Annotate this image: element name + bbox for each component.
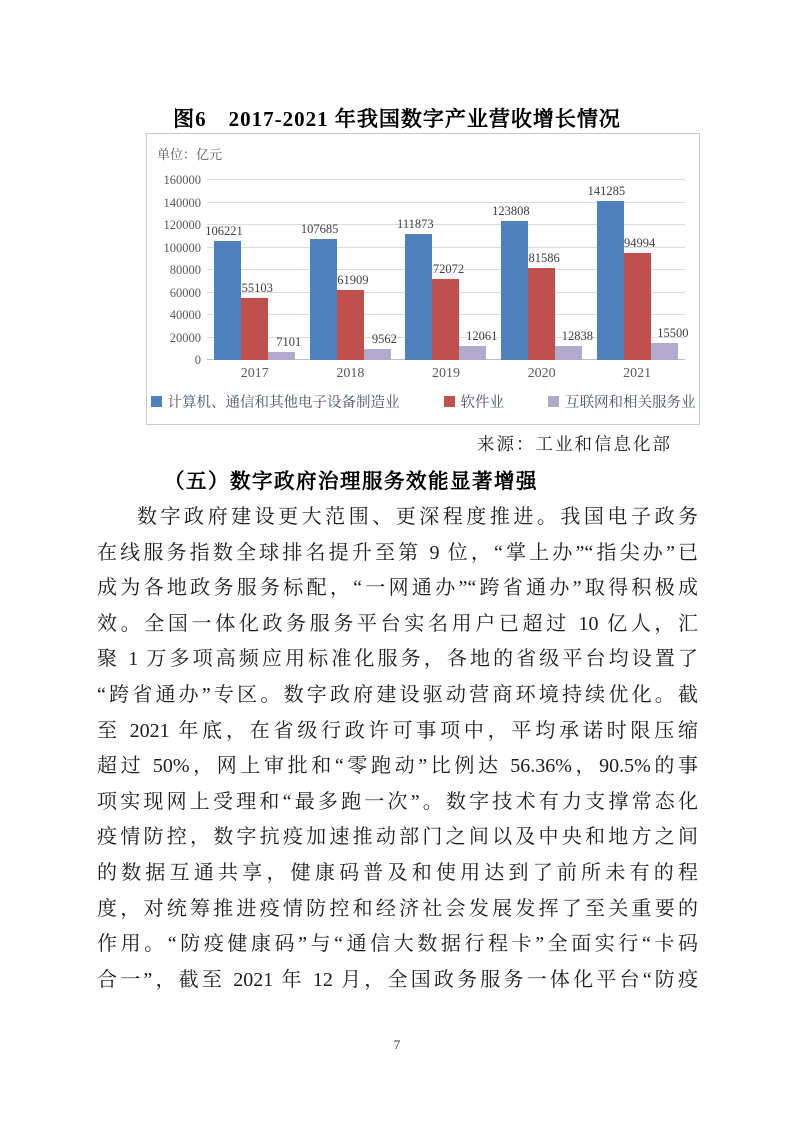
x-tick-label: 2019 (431, 366, 460, 381)
paragraph-line: 作用。“防疫健康码”与“通信大数据行程卡”全面实行“卡码 (97, 933, 698, 956)
bar (459, 329, 498, 360)
bar-value-label: 111873 (397, 217, 434, 231)
bar-value-label: 123808 (492, 204, 530, 218)
bar-value-label: 107685 (300, 222, 339, 236)
bar-value-label: 55103 (241, 281, 273, 295)
bar (492, 204, 530, 360)
paragraph-line: 的数据互通共享，健康码普及和使用达到了前所未有的程 (97, 861, 698, 884)
y-tick-label: 40000 (169, 308, 201, 322)
bar (337, 273, 369, 360)
bar-value-label: 141285 (587, 184, 626, 198)
y-tick-label: 160000 (163, 173, 201, 187)
bar-value-label: 106221 (205, 224, 243, 238)
legend-item (548, 391, 696, 412)
bar (528, 251, 560, 360)
y-tick-label: 20000 (169, 330, 201, 345)
legend-swatch (548, 396, 559, 407)
bar-value-label: 61909 (337, 273, 369, 287)
x-tick-label: 2017 (240, 366, 269, 381)
bar-value-label: 94994 (624, 236, 656, 250)
bar-value-label: 12838 (561, 329, 593, 343)
bar-group (492, 180, 593, 360)
bar (268, 335, 302, 360)
paragraph-line: 超过 50%，网上审批和“零跑动”比例达 56.36%，90.5%的事 (97, 755, 698, 778)
bar (624, 236, 656, 360)
bars-row (205, 180, 689, 360)
bar-group (397, 180, 498, 360)
figure-title: 图6 2017-2021 年我国数字产业营收增长情况 (173, 107, 621, 131)
y-tick-label: 80000 (169, 263, 201, 277)
y-tick-label: 100000 (163, 240, 201, 255)
page-number: 7 (393, 1037, 401, 1052)
legend-swatch (151, 396, 162, 407)
bar-value-label: 81586 (528, 251, 560, 265)
legend-label: 计算机、通信和其他电子设备制造业 (167, 395, 400, 411)
legend-item (444, 391, 505, 412)
legend-label: 软件业 (460, 395, 504, 411)
bar-value-label: 7101 (276, 335, 302, 349)
bar-value-label: 9562 (371, 332, 397, 346)
x-axis-labels (207, 366, 685, 382)
chart-unit-label: 单位：亿元 (157, 147, 223, 162)
x-tick-label: 2018 (336, 366, 365, 381)
legend-swatch (444, 396, 455, 407)
bar (364, 332, 397, 360)
bar-group (587, 180, 689, 360)
y-tick-label: 120000 (163, 218, 201, 232)
paragraph-line: 度，对统筹推进疫情防控和经济社会发展发挥了至关重要的 (97, 897, 698, 920)
bar (651, 326, 689, 360)
figure-source: 来源：工业和信息化部 (477, 434, 672, 454)
paragraph-line: 聚 1 万多项高频应用标准化服务，各地的省级平台均设置了 (97, 648, 698, 671)
paragraph-line: 合一”，截至 2021 年 12 月，全国政务服务一体化平台“防疫 (97, 968, 698, 991)
paragraph-line: 在线服务指数全球排名提升至第 9 位，“掌上办”“指尖办”已 (97, 541, 698, 564)
y-tick-label: 140000 (163, 195, 201, 210)
y-tick-label: 60000 (169, 285, 201, 300)
paragraph-line: 成为各地政务服务标配，“一网通办”“跨省通办”取得积极成 (97, 577, 698, 600)
paragraph-line: “跨省通办”专区。数字政府建设驱动营商环境持续优化。截 (97, 683, 698, 706)
paragraph-line: 至 2021 年底，在省级行政许可事项中，平均承诺时限压缩 (97, 719, 698, 742)
section-heading: （五）数字政府治理服务效能显著增强 (164, 471, 538, 493)
bar-value-label: 72072 (432, 262, 465, 276)
bar-value-label: 15500 (657, 326, 689, 340)
x-tick-label: 2020 (527, 366, 556, 381)
bar (397, 217, 434, 360)
bar (205, 224, 243, 360)
bar (555, 329, 593, 360)
bar (587, 184, 626, 360)
bar (300, 222, 339, 360)
body-paragraph (97, 500, 698, 998)
legend-label: 互联网和相关服务业 (565, 395, 696, 411)
bar (432, 262, 465, 360)
bar (241, 281, 273, 360)
paragraph-line: 数字政府建设更大范围、更深程度推进。我国电子政务 (137, 506, 698, 528)
paragraph-line: 项实现网上受理和“最多跑一次”。数字技术有力支撑常态化 (97, 790, 698, 813)
legend-item (151, 391, 400, 412)
paragraph-line: 效。全国一体化政务服务平台实名用户已超过 10 亿人，汇 (97, 612, 698, 635)
x-tick-label: 2021 (623, 366, 652, 381)
bar-group (205, 180, 302, 360)
bar-value-label: 12061 (466, 329, 498, 343)
chart-legend (147, 391, 699, 412)
bar-group (300, 180, 397, 360)
chart-plot-area (205, 180, 689, 360)
paragraph-line: 疫情防控，数字抗疫加速推动部门之间以及中央和地方之间 (97, 826, 698, 849)
bar-chart (146, 133, 700, 425)
y-tick-label: 0 (194, 353, 201, 367)
